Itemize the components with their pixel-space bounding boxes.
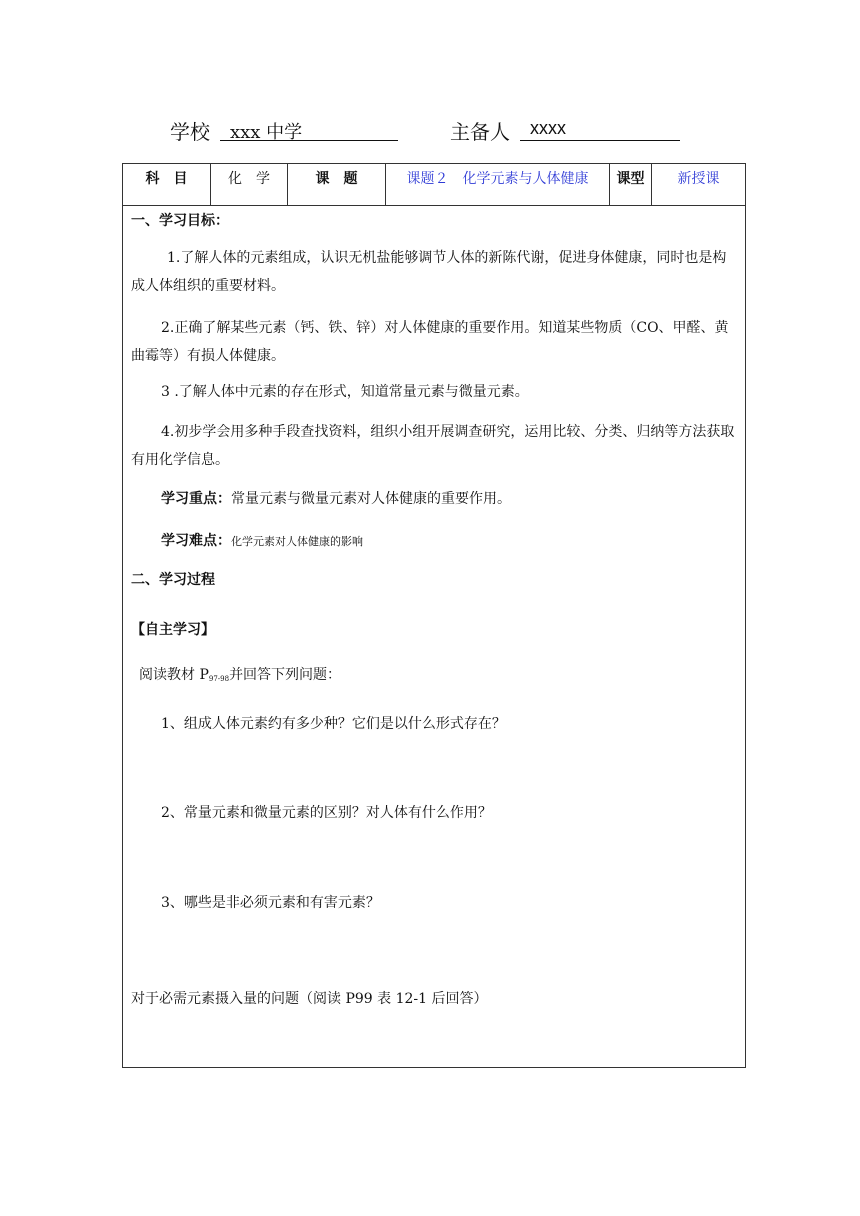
key-point-label: 学习重点： <box>161 491 231 507</box>
question-3: 3、哪些是非必须元素和有害元素？ <box>161 895 380 911</box>
info-row <box>123 164 745 206</box>
reading-post: 并回答下列问题： <box>229 667 342 683</box>
subject-value: 化 学 <box>211 164 288 205</box>
difficulty-text: 化学元素对人体健康的影响 <box>231 535 363 548</box>
type-label: 课型 <box>610 164 652 205</box>
question-1: 1、组成人体元素约有多少种？它们是以什么形式存在？ <box>161 716 506 732</box>
goal-1: 1.了解人体的元素组成，认识无机盐能够调节人体的新陈代谢，促进身体健康，同时也是构成人体组织的重要材料。 <box>131 250 727 294</box>
preparer-field[interactable]: xxxx <box>520 118 680 141</box>
process-heading: 二、学习过程 <box>131 572 215 588</box>
question-2: 2、常量元素和微量元素的区别？对人体有什么作用？ <box>161 805 492 821</box>
goal-4: 4.初步学会用多种手段查找资料，组织小组开展调查研究，运用比较、分类、归纳等方法获取有用化学信息。 <box>131 424 735 468</box>
difficulty-label: 学习难点： <box>161 533 231 549</box>
reading-pre: 阅读教材 P <box>139 667 209 683</box>
reading-instruction <box>139 661 747 693</box>
subject-label: 科 目 <box>123 164 211 205</box>
goal-2: 2.正确了解某些元素（钙、铁、锌）对人体健康的重要作用。知道某些物质（CO、甲醛、黄曲霉等）有损人体健康。 <box>131 320 729 364</box>
key-point <box>131 485 739 513</box>
difficulty-point <box>131 527 739 556</box>
header <box>170 112 690 144</box>
goal-3: 3 .了解人体中元素的存在形式，知道常量元素与微量元素。 <box>161 384 529 400</box>
school-label: 学校 <box>170 120 210 144</box>
self-study-heading: 【自主学习】 <box>131 622 215 638</box>
lesson-plan-table <box>122 163 746 1068</box>
key-point-text: 常量元素与微量元素对人体健康的重要作用。 <box>231 491 511 507</box>
type-value: 新授课 <box>677 171 720 187</box>
school-field[interactable]: xxx 中学 <box>220 118 398 141</box>
objectives-heading: 一、学习目标： <box>131 213 229 229</box>
topic-value: 课题２ 化学元素与人体健康 <box>386 164 610 205</box>
reading-pages: 97-98 <box>208 675 230 683</box>
topic-label: 课 题 <box>288 164 386 205</box>
preparer-label: 主备人 <box>450 120 510 144</box>
intake-question: 对于必需元素摄入量的问题（阅读 P99 表 12-1 后回答） <box>131 991 488 1007</box>
